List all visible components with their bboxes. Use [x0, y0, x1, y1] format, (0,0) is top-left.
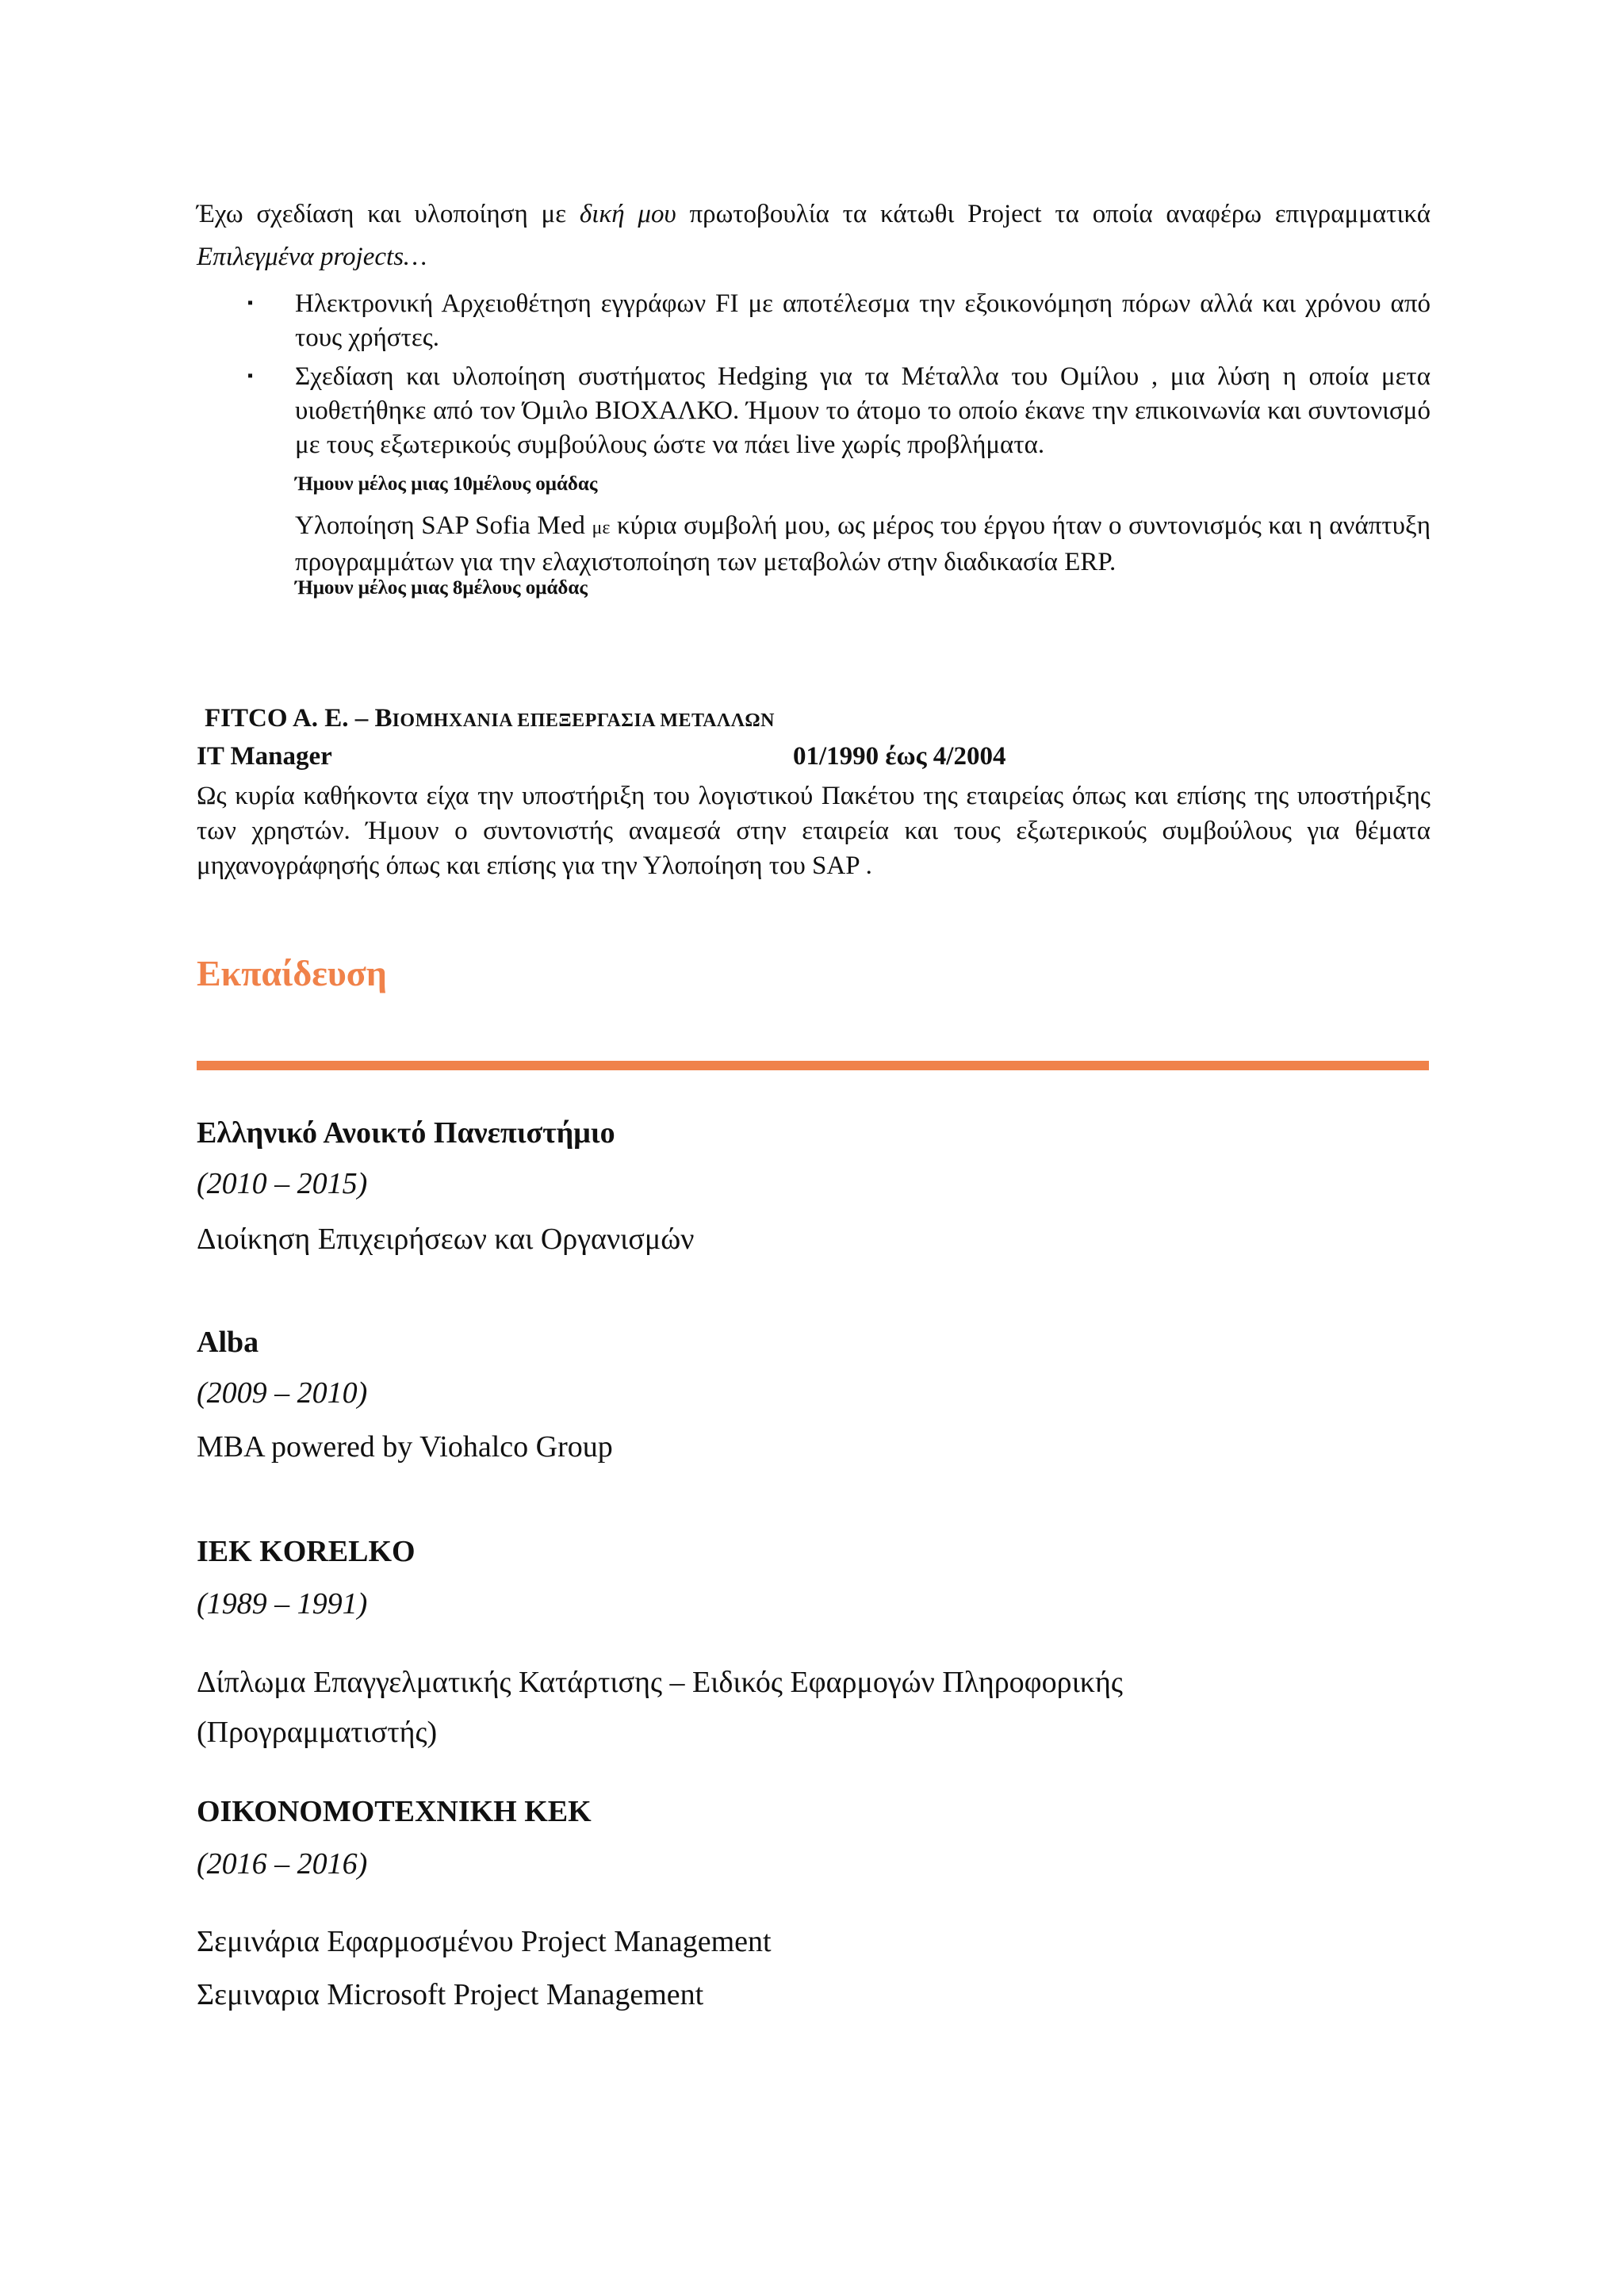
team-size-note: Ήμουν μέλος μιας 10μέλους ομάδας — [295, 473, 598, 495]
project-text: Σχεδίαση και υλοποίηση συστήματος Hedging για τα Μέταλλα του Ομίλου , μια λύση η οποία μετα υιοθετήθηκε από τον Όμιλο ΒΙΟΧΑΛΚΟ. Ήμουν το άτομο το οποίο έκανε την επικοινωνία και συντονισμό με τους εξωτερικούς συμβούλους ώστε να πάει live χωρίς προβλήματα. — [295, 362, 1431, 459]
project-text: Ηλεκτρονική Αρχειοθέτηση εγγράφων FI με αποτέλεσμα την εξοικονόμηση πόρων αλλά και χρόνου από τους χρήστες. — [295, 289, 1431, 352]
intro-text-start: Έχω σχεδίαση και υλοποίηση με — [197, 200, 580, 228]
education-years: (2016 – 2016) — [197, 1847, 368, 1881]
job-period: 01/1990 έως 4/2004 — [793, 742, 1006, 771]
team-size-note: Ήμουν μέλος μιας 8μέλους ομάδας — [295, 577, 588, 599]
education-description: MBA powered by Viohalco Group — [197, 1430, 613, 1464]
sap-project-text-start: Υλοποίηση SAP Sofia Med — [295, 511, 592, 540]
company-name-rest: ΙΟΜΗΧΑΝΙΑ ΕΠΕΞΕΡΓΑΣΙΑ ΜΕΤΑΛΛΩΝ — [392, 710, 775, 731]
sap-project-text — [295, 509, 1431, 580]
education-description: Σεμινάρια Εφαρμοσμένου Project Management — [197, 1925, 772, 1958]
section-divider — [197, 1061, 1429, 1070]
education-years: (2009 – 2010) — [197, 1376, 368, 1410]
projects-subtitle: Επιλεγμένα projects… — [197, 243, 427, 271]
education-description: (Προγραμματιστής) — [197, 1716, 438, 1749]
education-school: IEK KORELKO — [197, 1535, 416, 1568]
job-description: Ως κυρία καθήκοντα είχα την υποστήριξη του λογιστικού Πακέτου της εταιρείας όπως και επίσης της υποστήριξης των χρηστών. Ήμουν ο συντονιστής αναμεσά στην εταιρεία και τους εξωτερικούς συμβούλους για θέματα μηχανογράφησής όπως και επίσης για την Υλοποίηση του SAP . — [197, 782, 1431, 880]
education-school: Ελληνικό Ανοικτό Πανεπιστήμιο — [197, 1116, 615, 1150]
education-description: Διοίκηση Επιχειρήσεων και Οργανισμών — [197, 1223, 695, 1256]
education-years: (1989 – 1991) — [197, 1587, 368, 1621]
sap-project-text-end: κύρια συμβολή μου, ως μέρος του έργου ήταν ο συντονισμός και η ανάπτυξη προγραμμάτων για την ελαχιστοποίηση των μεταβολών στην διαδικασία ERP. — [295, 511, 1431, 576]
company-name-initial: Β — [374, 704, 393, 733]
sap-project-text-small: με — [592, 518, 611, 538]
education-school: Alba — [197, 1326, 259, 1359]
intro-line — [197, 197, 1431, 232]
education-school: ΟΙΚΟΝΟΜΟΤΕΧΝΙΚΗ ΚΕΚ — [197, 1795, 592, 1828]
intro-text-emphasis: δική μου — [579, 200, 676, 228]
bullet-icon: ▪ — [247, 367, 254, 385]
company-name-main: FITCO A. E. – — [205, 704, 375, 733]
job-role: IT Manager — [197, 742, 332, 771]
education-description: Σεμιναρια Microsoft Project Management — [197, 1978, 704, 2011]
education-description: Δίπλωμα Επαγγελματικής Κατάρτισης – Ειδικός Εφαρμογών Πληροφορικής — [197, 1666, 1123, 1699]
company-name — [205, 702, 775, 737]
intro-text-end: πρωτοβουλία τα κάτωθι Project τα οποία αναφέρω επιγραμματικά — [676, 200, 1431, 228]
bullet-icon: ▪ — [247, 294, 254, 312]
education-title: Εκπαίδευση — [197, 953, 387, 993]
education-years: (2010 – 2015) — [197, 1167, 368, 1200]
cv-page — [197, 0, 1431, 2296]
